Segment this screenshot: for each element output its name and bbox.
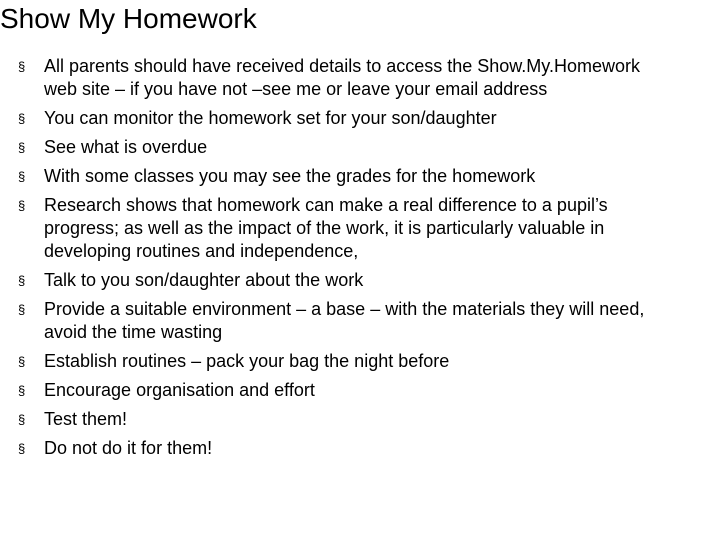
bullet-text: You can monitor the homework set for your son/daughter <box>44 108 497 128</box>
slide-title: Show My Homework <box>0 3 257 34</box>
bullet-text: Do not do it for them! <box>44 438 213 458</box>
list-item <box>18 165 658 188</box>
bullet-text: Establish routines – pack your bag the night before <box>44 351 450 371</box>
section-sign-bullet-icon: § <box>18 412 26 427</box>
list-item <box>18 55 658 101</box>
list-item <box>18 136 658 159</box>
section-sign-bullet-icon: § <box>18 198 26 213</box>
section-sign-bullet-icon: § <box>18 169 26 184</box>
bullet-text: Research shows that homework can make a real difference to a pupil’s progress; as well as the impact of the work, it is particularly valuable in developing routines and independence, <box>44 195 608 261</box>
list-item <box>18 408 658 431</box>
list-item <box>18 379 658 402</box>
section-sign-bullet-icon: § <box>18 140 26 155</box>
list-item <box>18 269 658 292</box>
section-sign-bullet-icon: § <box>18 111 26 126</box>
bullet-text: Encourage organisation and effort <box>44 380 315 400</box>
list-item <box>18 194 658 263</box>
bullet-text: See what is overdue <box>44 137 208 157</box>
section-sign-bullet-icon: § <box>18 302 26 317</box>
bullet-text: All parents should have received details to access the Show.My.Homework web site – if you have not –see me or leave your email address <box>44 56 640 99</box>
section-sign-bullet-icon: § <box>18 383 26 398</box>
section-sign-bullet-icon: § <box>18 273 26 288</box>
section-sign-bullet-icon: § <box>18 59 26 74</box>
bullet-text: Provide a suitable environment – a base – with the materials they will need, avoid the time wasting <box>44 299 645 342</box>
list-item <box>18 350 658 373</box>
section-sign-bullet-icon: § <box>18 441 26 456</box>
section-sign-bullet-icon: § <box>18 354 26 369</box>
bullet-list <box>18 55 658 466</box>
list-item <box>18 437 658 460</box>
list-item <box>18 298 658 344</box>
list-item <box>18 107 658 130</box>
bullet-text: Talk to you son/daughter about the work <box>44 270 364 290</box>
bullet-text: Test them! <box>44 409 128 429</box>
bullet-text: With some classes you may see the grades for the homework <box>44 166 536 186</box>
